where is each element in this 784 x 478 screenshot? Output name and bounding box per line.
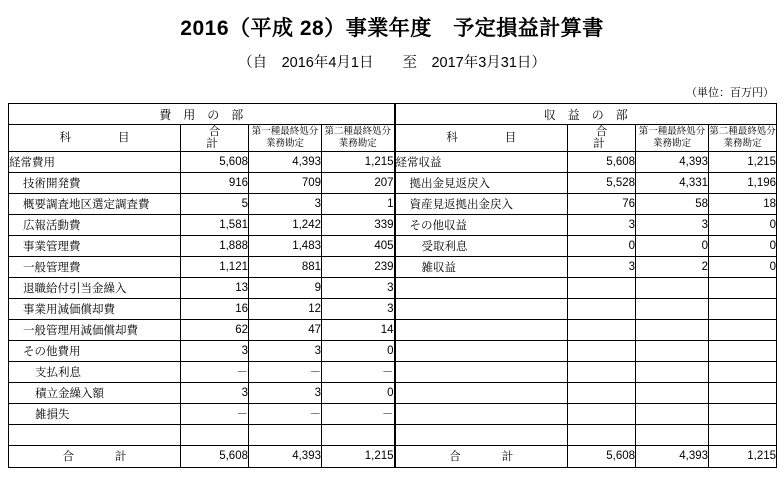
revenue-account1 bbox=[636, 319, 709, 340]
expenses-col-account1: 第一種最終処分 業務勘定 bbox=[249, 125, 322, 152]
revenue-account1: 4,331 bbox=[636, 172, 709, 193]
expense-account1: 3 bbox=[249, 382, 322, 403]
revenue-section-heading: 収 益 の 部 bbox=[395, 104, 777, 125]
expense-total: 5,608 bbox=[181, 151, 249, 172]
revenue-account2: 0 bbox=[709, 214, 777, 235]
revenue-account1: 0 bbox=[636, 235, 709, 256]
revenue-total-label: 合 計 bbox=[395, 445, 568, 467]
page-subtitle: （自 2016年4月1日 至 2017年3月31日） bbox=[238, 55, 546, 71]
revenue-account1: 2 bbox=[636, 256, 709, 277]
expense-account1: 3 bbox=[249, 340, 322, 361]
table-row bbox=[9, 256, 777, 277]
revenue-total bbox=[568, 403, 636, 424]
revenue-account2 bbox=[709, 361, 777, 382]
revenue-account1 bbox=[636, 361, 709, 382]
expenses-section-heading: 費 用 の 部 bbox=[9, 104, 395, 125]
unit-note: （単位：百万円） bbox=[686, 87, 774, 99]
revenue-account2: 0 bbox=[709, 256, 777, 277]
revenue-item-label bbox=[395, 403, 568, 424]
expenses-col-item: 科 目 bbox=[9, 125, 181, 152]
revenue-account2 bbox=[709, 403, 777, 424]
revenue-account2: 0 bbox=[709, 235, 777, 256]
revenue-account1: 58 bbox=[636, 193, 709, 214]
totals-row bbox=[9, 445, 777, 467]
revenue-item-label: 経常収益 bbox=[395, 151, 568, 172]
expense-account2: 339 bbox=[322, 214, 395, 235]
expense-total-label: 合 計 bbox=[9, 445, 181, 467]
revenue-total: 76 bbox=[568, 193, 636, 214]
expense-account1: 47 bbox=[249, 319, 322, 340]
expense-item-label bbox=[9, 424, 181, 445]
revenue-account1 bbox=[636, 277, 709, 298]
expense-account1: 9 bbox=[249, 277, 322, 298]
expense-item-label: 一般管理用減価償却費 bbox=[9, 319, 181, 340]
expense-account1: － bbox=[249, 361, 322, 382]
revenue-account2: 1,196 bbox=[709, 172, 777, 193]
expense-account1: 4,393 bbox=[249, 151, 322, 172]
expense-total: 13 bbox=[181, 277, 249, 298]
expense-item-label: 経常費用 bbox=[9, 151, 181, 172]
expense-account1: 1,483 bbox=[249, 235, 322, 256]
revenue-item-label bbox=[395, 361, 568, 382]
expense-item-label: 事業用減価償却費 bbox=[9, 298, 181, 319]
expense-account1: 3 bbox=[249, 193, 322, 214]
revenue-total bbox=[568, 382, 636, 403]
expense-total: － bbox=[181, 361, 249, 382]
expense-total bbox=[181, 424, 249, 445]
expenses-col-total: 合 計 bbox=[181, 125, 249, 152]
revenue-col-total: 合 計 bbox=[568, 125, 636, 152]
expense-item-label: 支払利息 bbox=[9, 361, 181, 382]
expense-account1: 709 bbox=[249, 172, 322, 193]
revenue-account2: 18 bbox=[709, 193, 777, 214]
revenue-total bbox=[568, 424, 636, 445]
expense-item-label: 一般管理費 bbox=[9, 256, 181, 277]
expense-total: － bbox=[181, 403, 249, 424]
revenue-total bbox=[568, 277, 636, 298]
revenue-col-account1: 第一種最終処分 業務勘定 bbox=[636, 125, 709, 152]
expense-account2: － bbox=[322, 403, 395, 424]
expense-account2: 207 bbox=[322, 172, 395, 193]
revenue-account1 bbox=[636, 424, 709, 445]
revenue-account1 bbox=[636, 298, 709, 319]
table-row bbox=[9, 382, 777, 403]
expense-total-value: 5,608 bbox=[181, 445, 249, 467]
expense-item-label: 雑損失 bbox=[9, 403, 181, 424]
revenue-item-label bbox=[395, 298, 568, 319]
page-title: 2016（平成 28）事業年度 予定損益計算書 bbox=[180, 17, 604, 40]
revenue-col-account2: 第二種最終処分 業務勘定 bbox=[709, 125, 777, 152]
revenue-item-label bbox=[395, 319, 568, 340]
expense-total: 3 bbox=[181, 382, 249, 403]
document-page bbox=[0, 12, 784, 478]
expense-item-label: 広報活動費 bbox=[9, 214, 181, 235]
table-row bbox=[9, 361, 777, 382]
expense-item-label: 事業管理費 bbox=[9, 235, 181, 256]
expense-total: 62 bbox=[181, 319, 249, 340]
expense-item-label: その他費用 bbox=[9, 340, 181, 361]
table-row bbox=[9, 298, 777, 319]
expense-account2: 0 bbox=[322, 340, 395, 361]
revenue-total bbox=[568, 319, 636, 340]
table-row bbox=[9, 193, 777, 214]
expense-item-label: 退職給付引当金繰入 bbox=[9, 277, 181, 298]
revenue-total-account1: 4,393 bbox=[636, 445, 709, 467]
expense-total: 16 bbox=[181, 298, 249, 319]
revenue-account1: 4,393 bbox=[636, 151, 709, 172]
revenue-account1 bbox=[636, 382, 709, 403]
revenue-account1 bbox=[636, 340, 709, 361]
expense-account1: 1,242 bbox=[249, 214, 322, 235]
expense-account2: 3 bbox=[322, 298, 395, 319]
expense-total-account2: 1,215 bbox=[322, 445, 395, 467]
revenue-total-account2: 1,215 bbox=[709, 445, 777, 467]
revenue-item-label: 雑収益 bbox=[395, 256, 568, 277]
expense-total: 5 bbox=[181, 193, 249, 214]
revenue-account2 bbox=[709, 424, 777, 445]
revenue-total: 5,528 bbox=[568, 172, 636, 193]
table-row bbox=[9, 151, 777, 172]
expense-total: 916 bbox=[181, 172, 249, 193]
revenue-total-value: 5,608 bbox=[568, 445, 636, 467]
expense-account2: 0 bbox=[322, 382, 395, 403]
revenue-total bbox=[568, 298, 636, 319]
expense-account2 bbox=[322, 424, 395, 445]
revenue-account2 bbox=[709, 382, 777, 403]
expense-item-label: 概要調査地区選定調査費 bbox=[9, 193, 181, 214]
expense-item-label: 積立金繰入額 bbox=[9, 382, 181, 403]
expense-total: 1,581 bbox=[181, 214, 249, 235]
expense-account1: 881 bbox=[249, 256, 322, 277]
revenue-item-label bbox=[395, 277, 568, 298]
expense-account2: － bbox=[322, 361, 395, 382]
expense-total: 1,888 bbox=[181, 235, 249, 256]
revenue-total: 0 bbox=[568, 235, 636, 256]
expense-total-account1: 4,393 bbox=[249, 445, 322, 467]
expense-account1: － bbox=[249, 403, 322, 424]
revenue-item-label bbox=[395, 340, 568, 361]
revenue-account2 bbox=[709, 340, 777, 361]
revenue-item-label: その他収益 bbox=[395, 214, 568, 235]
expense-total: 3 bbox=[181, 340, 249, 361]
revenue-total bbox=[568, 361, 636, 382]
expense-account1 bbox=[249, 424, 322, 445]
table-row bbox=[9, 424, 777, 445]
revenue-account2: 1,215 bbox=[709, 151, 777, 172]
revenue-account2 bbox=[709, 277, 777, 298]
table-row bbox=[9, 340, 777, 361]
revenue-account1: 3 bbox=[636, 214, 709, 235]
column-header-row bbox=[9, 125, 777, 152]
revenue-total: 3 bbox=[568, 256, 636, 277]
table-row bbox=[9, 277, 777, 298]
expenses-col-account2: 第二種最終処分 業務勘定 bbox=[322, 125, 395, 152]
expense-account1: 12 bbox=[249, 298, 322, 319]
revenue-account2 bbox=[709, 319, 777, 340]
section-heading-row bbox=[9, 104, 777, 125]
revenue-total: 5,608 bbox=[568, 151, 636, 172]
expense-account2: 3 bbox=[322, 277, 395, 298]
table-row bbox=[9, 403, 777, 424]
table-row bbox=[9, 172, 777, 193]
expense-item-label: 技術開発費 bbox=[9, 172, 181, 193]
table-row bbox=[9, 235, 777, 256]
revenue-account2 bbox=[709, 298, 777, 319]
expense-account2: 239 bbox=[322, 256, 395, 277]
expense-account2: 1 bbox=[322, 193, 395, 214]
revenue-account1 bbox=[636, 403, 709, 424]
revenue-total: 3 bbox=[568, 214, 636, 235]
expense-account2: 1,215 bbox=[322, 151, 395, 172]
expense-account2: 405 bbox=[322, 235, 395, 256]
revenue-item-label: 受取利息 bbox=[395, 235, 568, 256]
revenue-item-label bbox=[395, 382, 568, 403]
profit-and-loss-table bbox=[8, 103, 777, 468]
revenue-col-item: 科 目 bbox=[395, 125, 568, 152]
expense-account2: 14 bbox=[322, 319, 395, 340]
revenue-item-label bbox=[395, 424, 568, 445]
table-row bbox=[9, 214, 777, 235]
table-row bbox=[9, 319, 777, 340]
table-body bbox=[9, 151, 777, 467]
expense-total: 1,121 bbox=[181, 256, 249, 277]
revenue-item-label: 拠出金見返戻入 bbox=[395, 172, 568, 193]
revenue-total bbox=[568, 340, 636, 361]
revenue-item-label: 資産見返拠出金戻入 bbox=[395, 193, 568, 214]
